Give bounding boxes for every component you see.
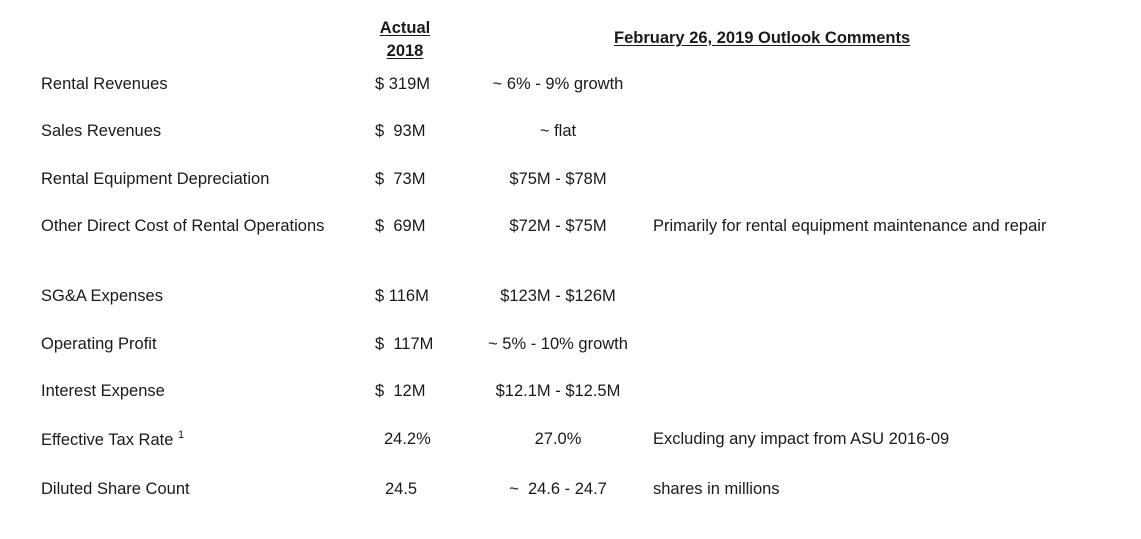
row-label: Diluted Share Count	[41, 480, 190, 498]
row-outlook: $72M - $75M	[509, 217, 607, 235]
row-outlook: $75M - $78M	[509, 170, 607, 188]
row-actual: $ 73M	[375, 170, 426, 188]
row-label: Other Direct Cost of Rental Operations	[41, 217, 325, 235]
row-actual: 24.2%	[384, 430, 431, 448]
row-comment: Primarily for rental equipment maintenance and repair	[653, 217, 1047, 235]
row-comment: Excluding any impact from ASU 2016-09	[653, 430, 950, 448]
row-outlook: 27.0%	[534, 430, 582, 448]
row-label	[41, 430, 184, 450]
row-outlook: ~ 5% - 10% growth	[488, 335, 628, 353]
row-outlook: ~ 24.6 - 24.7	[509, 480, 607, 498]
row-outlook: ~ flat	[539, 122, 577, 140]
row-actual: 24.5	[385, 480, 418, 498]
row-label: Rental Revenues	[41, 75, 168, 93]
row-outlook: $123M - $126M	[500, 287, 616, 305]
row-actual: $ 116M	[375, 287, 429, 305]
row-actual: $ 12M	[375, 382, 426, 400]
row-actual: $ 319M	[375, 75, 431, 93]
column-header-outlook: February 26, 2019 Outlook Comments	[614, 29, 911, 47]
row-comment: shares in millions	[653, 480, 780, 498]
row-label: Rental Equipment Depreciation	[41, 170, 270, 188]
header-actual-line1: Actual	[379, 19, 431, 37]
row-actual: $ 93M	[375, 122, 426, 140]
row-label-text: Effective Tax Rate	[41, 431, 174, 449]
row-label: SG&A Expenses	[41, 287, 163, 305]
row-label: Sales Revenues	[41, 122, 162, 140]
row-outlook: ~ 6% - 9% growth	[492, 75, 624, 93]
row-label: Operating Profit	[41, 335, 157, 353]
row-actual: $ 69M	[375, 217, 426, 235]
row-outlook: $12.1M - $12.5M	[495, 382, 621, 400]
row-label: Interest Expense	[41, 382, 165, 400]
header-actual-line2: 2018	[386, 42, 424, 60]
row-actual: $ 117M	[375, 335, 434, 353]
footnote-marker: 1	[177, 429, 185, 441]
column-header-actual-2018	[370, 17, 440, 63]
